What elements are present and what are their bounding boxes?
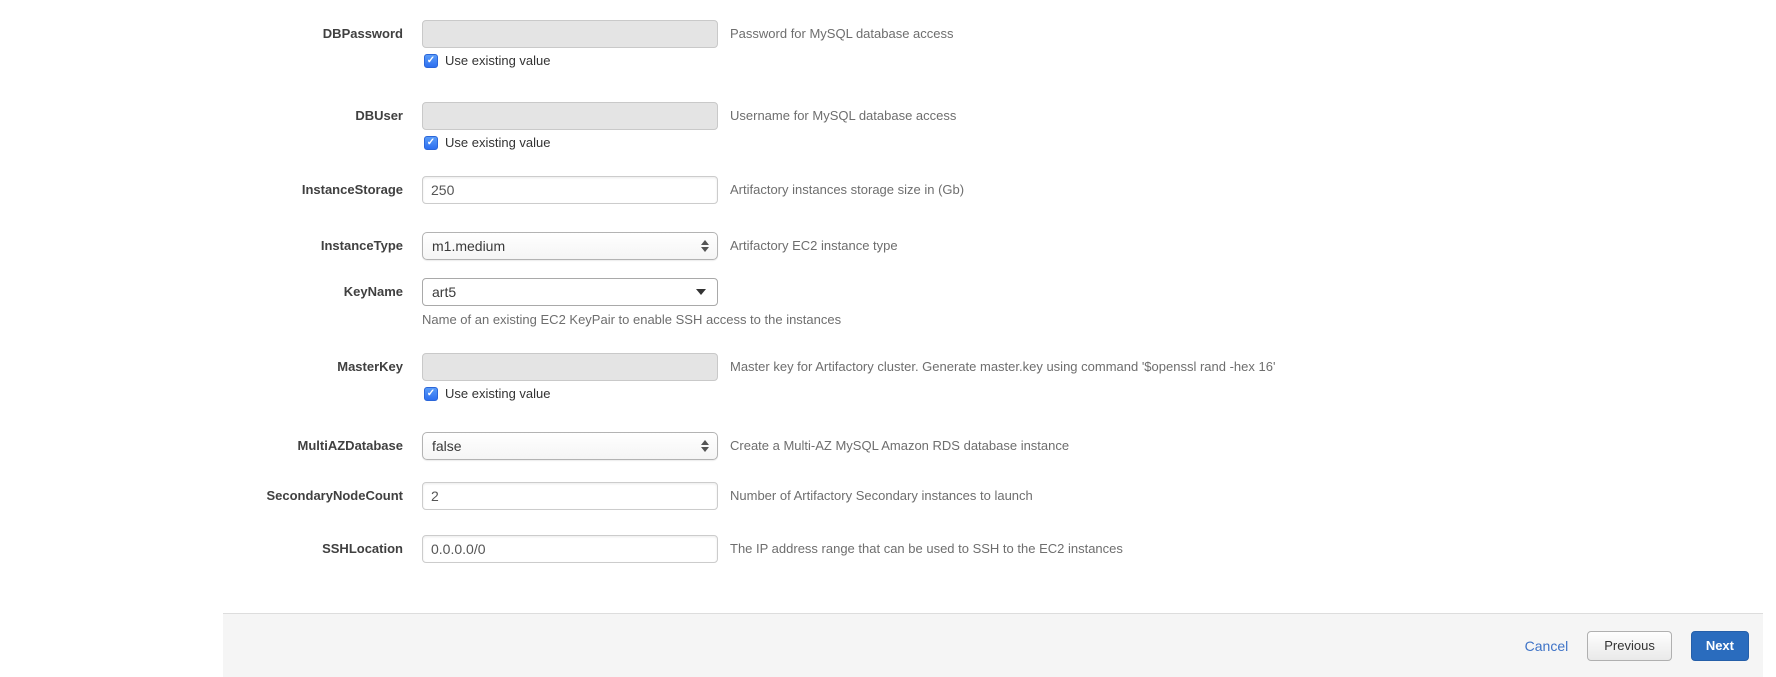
param-label-keyname: KeyName (343, 284, 403, 299)
param-row-sshlocation (0, 535, 1776, 605)
param-label-multiazdatabase: MultiAZDatabase (297, 438, 403, 453)
masterkey-input (422, 353, 718, 381)
keyname-selected-value: art5 (432, 284, 457, 300)
param-description: Create a Multi-AZ MySQL Amazon RDS database instance (730, 438, 1070, 453)
param-description: Password for MySQL database access (730, 26, 954, 41)
chevron-down-icon (696, 289, 706, 295)
param-row-masterkey (0, 353, 1776, 423)
next-button[interactable]: Next (1691, 631, 1749, 661)
sshlocation-input[interactable] (422, 535, 718, 563)
select-stepper-icon (701, 440, 709, 452)
use-existing-checkbox-masterkey[interactable] (424, 387, 438, 401)
param-row-keyname (0, 278, 1776, 348)
instancetype-select[interactable] (422, 232, 718, 260)
param-description: Master key for Artifactory cluster. Generate master.key using command '$openssl rand -hex 16' (730, 359, 1276, 374)
param-label-sshlocation: SSHLocation (322, 541, 403, 556)
dbpassword-input (422, 20, 718, 48)
param-row-dbpassword (0, 20, 1776, 90)
param-label-instancestorage: InstanceStorage (301, 182, 403, 197)
dbuser-input (422, 102, 718, 130)
param-label-dbpassword: DBPassword (322, 26, 403, 41)
param-description: Artifactory EC2 instance type (730, 238, 898, 253)
multiazdatabase-selected-value: false (432, 438, 462, 454)
param-label-instancetype: InstanceType (320, 238, 403, 253)
param-label-secondarynodecount: SecondaryNodeCount (266, 488, 403, 503)
param-description: Artifactory instances storage size in (Gb) (730, 182, 965, 197)
param-label-dbuser: DBUser (355, 108, 403, 123)
select-stepper-icon (701, 240, 709, 252)
keyname-dropdown[interactable] (422, 278, 718, 306)
use-existing-label: Use existing value (445, 53, 551, 68)
check-icon: ✓ (426, 387, 436, 399)
param-description: The IP address range that can be used to SSH to the EC2 instances (730, 541, 1123, 556)
check-icon: ✓ (426, 136, 436, 148)
param-description: Name of an existing EC2 KeyPair to enable SSH access to the instances (422, 312, 842, 327)
masterkey-use-existing (424, 386, 551, 401)
use-existing-label: Use existing value (445, 386, 551, 401)
param-description: Username for MySQL database access (730, 108, 957, 123)
multiazdatabase-select[interactable] (422, 432, 718, 460)
wizard-footer (223, 613, 1763, 677)
use-existing-checkbox-dbuser[interactable] (424, 136, 438, 150)
previous-button[interactable]: Previous (1587, 631, 1672, 661)
secondarynodecount-input[interactable] (422, 482, 718, 510)
param-row-dbuser (0, 102, 1776, 172)
instancestorage-input[interactable] (422, 176, 718, 204)
instancetype-selected-value: m1.medium (432, 238, 506, 254)
dbuser-use-existing (424, 135, 551, 150)
use-existing-label: Use existing value (445, 135, 551, 150)
param-label-masterkey: MasterKey (337, 359, 403, 374)
cancel-button[interactable]: Cancel (1524, 637, 1569, 654)
param-description: Number of Artifactory Secondary instances to launch (730, 488, 1033, 503)
use-existing-checkbox-dbpassword[interactable] (424, 54, 438, 68)
dbpassword-use-existing (424, 53, 551, 68)
check-icon: ✓ (426, 54, 436, 66)
